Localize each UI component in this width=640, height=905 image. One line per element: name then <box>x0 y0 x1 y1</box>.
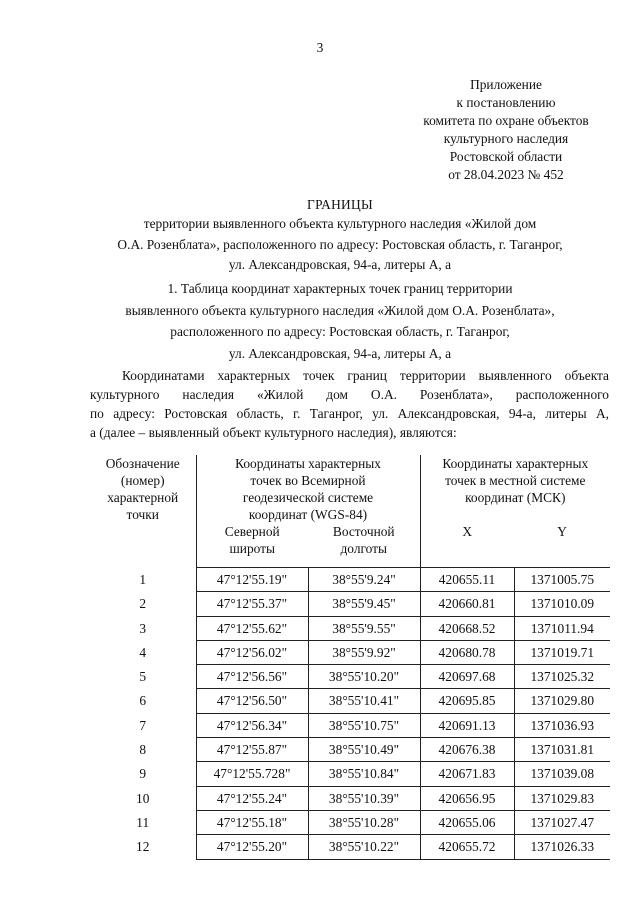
y-cell: 1371029.80 <box>514 689 610 713</box>
header-msk-line: точек в местной системе <box>445 473 586 488</box>
table-row <box>90 810 610 834</box>
table-row <box>90 640 610 664</box>
latitude-cell: 47°12'55.87" <box>196 738 308 762</box>
longitude-cell: 38°55'10.84" <box>308 762 420 786</box>
x-cell: 420676.38 <box>420 738 514 762</box>
header-msk-line: координат (МСК) <box>465 490 566 505</box>
longitude-cell: 38°55'9.55" <box>308 616 420 640</box>
table-row <box>90 762 610 786</box>
subtitle-line: О.А. Розенблата», расположенного по адресу: Ростовская область, г. Таганрог, <box>117 236 563 252</box>
table-title-line: выявленного объекта культурного наследия «Жилой дом О.А. Розенблата», <box>125 302 555 318</box>
y-cell: 1371029.83 <box>514 786 610 810</box>
subtitle-line: ул. Александровская, 94-а, литеры А, а <box>228 257 452 272</box>
point-number: 8 <box>139 742 147 758</box>
y-cell: 1371027.47 <box>514 810 610 834</box>
header-msk-line: Координаты характерных <box>442 456 589 471</box>
header-north-line: широты <box>229 541 276 556</box>
table-title-line: расположенного по адресу: Ростовская область, г. Таганрог, <box>170 324 510 339</box>
appendix-line: Приложение <box>470 77 542 92</box>
latitude-cell: 47°12'56.50" <box>196 689 308 713</box>
page-number: 3 <box>316 40 324 55</box>
longitude-cell: 38°55'10.22" <box>308 835 420 859</box>
appendix-block <box>390 76 622 184</box>
header-x-label: X <box>462 524 473 539</box>
y-cell: 1371010.09 <box>514 592 610 616</box>
point-number: 4 <box>139 644 147 660</box>
header-y <box>514 523 610 568</box>
subtitle-line: территории выявленного объекта культурного наследия «Жилой дом <box>143 216 537 231</box>
table-title-line: ул. Александровская, 94-а, литеры А, а <box>228 345 452 361</box>
latitude-cell: 47°12'55.728" <box>196 762 308 786</box>
point-number: 1 <box>139 572 147 587</box>
point-number: 7 <box>139 717 147 733</box>
table-row <box>90 738 610 762</box>
appendix-line: комитета по охране объектов <box>423 113 589 128</box>
appendix-line: от 28.04.2023 № 452 <box>448 167 564 182</box>
y-cell: 1371039.08 <box>514 762 610 786</box>
y-cell: 1371036.93 <box>514 713 610 737</box>
header-north-latitude <box>196 523 308 568</box>
x-cell: 420671.83 <box>420 762 514 786</box>
longitude-cell: 38°55'10.39" <box>308 786 420 810</box>
table-row <box>90 713 610 737</box>
y-cell: 1371025.32 <box>514 665 610 689</box>
header-wgs-line: координат (WGS-84) <box>248 507 368 522</box>
longitude-cell: 38°55'9.24" <box>308 568 420 592</box>
header-wgs-line: геодезической системе <box>242 490 374 505</box>
x-cell: 420680.78 <box>420 640 514 664</box>
x-cell: 420668.52 <box>420 616 514 640</box>
table-row <box>90 665 610 689</box>
header-y-label: Y <box>557 524 567 539</box>
point-number: 6 <box>139 693 147 709</box>
longitude-cell: 38°55'10.20" <box>308 665 420 689</box>
latitude-cell: 47°12'55.37" <box>196 592 308 616</box>
longitude-cell: 38°55'10.49" <box>308 738 420 762</box>
x-cell: 420695.85 <box>420 689 514 713</box>
header-north-line: Северной <box>224 524 280 539</box>
table-row <box>90 568 610 592</box>
y-cell: 1371026.33 <box>514 835 610 859</box>
y-cell: 1371005.75 <box>514 568 610 592</box>
header-point-line: точки <box>126 507 159 522</box>
coordinates-table-body <box>90 568 610 860</box>
latitude-cell: 47°12'56.56" <box>196 665 308 689</box>
y-cell: 1371019.71 <box>514 640 610 664</box>
paragraph-line: культурного наследия «Жилой дом О.А. Розенблата», расположенного <box>90 387 609 402</box>
header-wgs-line: точек во Всемирной <box>250 473 366 488</box>
longitude-cell: 38°55'9.45" <box>308 592 420 616</box>
header-wgs <box>196 455 420 523</box>
x-cell: 420655.72 <box>420 835 514 859</box>
point-number: 5 <box>139 669 147 685</box>
table-row <box>90 835 610 859</box>
paragraph-line: по адресу: Ростовская область, г. Таганрог, ул. Александровская, 94-а, литеры А, <box>90 406 609 421</box>
table-row <box>90 689 610 713</box>
title-block <box>40 196 640 276</box>
paragraph-line: а (далее – выявленный объект культурного наследия), являются: <box>90 425 457 440</box>
x-cell: 420655.11 <box>420 568 514 592</box>
header-east-line: долготы <box>340 541 388 556</box>
appendix-line: к постановлению <box>456 95 556 110</box>
table-row <box>90 786 610 810</box>
x-cell: 420656.95 <box>420 786 514 810</box>
x-cell: 420697.68 <box>420 665 514 689</box>
header-msk <box>420 455 610 523</box>
point-number: 9 <box>139 766 147 782</box>
document-subtitle <box>40 214 640 276</box>
latitude-cell: 47°12'56.02" <box>196 640 308 664</box>
longitude-cell: 38°55'10.41" <box>308 689 420 713</box>
longitude-cell: 38°55'10.28" <box>308 810 420 834</box>
latitude-cell: 47°12'55.18" <box>196 810 308 834</box>
table-row <box>90 616 610 640</box>
latitude-cell: 47°12'56.34" <box>196 713 308 737</box>
point-number: 3 <box>139 620 147 636</box>
header-wgs-line: Координаты характерных <box>235 456 381 471</box>
paragraph-line: Координатами характерных точек границ территории выявленного объекта <box>122 368 609 383</box>
header-point-line: характерной <box>107 490 179 505</box>
header-x <box>420 523 514 568</box>
header-point <box>90 455 196 568</box>
y-cell: 1371011.94 <box>514 616 610 640</box>
x-cell: 420691.13 <box>420 713 514 737</box>
x-cell: 420660.81 <box>420 592 514 616</box>
appendix-line: Ростовской области <box>449 149 563 164</box>
point-number: 11 <box>136 814 150 830</box>
header-east-longitude <box>308 523 420 568</box>
table-title-line: 1. Таблица координат характерных точек границ территории <box>167 281 513 296</box>
longitude-cell: 38°55'9.92" <box>308 640 420 664</box>
y-cell: 1371031.81 <box>514 738 610 762</box>
appendix-line: культурного наследия <box>443 131 569 146</box>
table-title <box>40 278 640 364</box>
header-point-line: (номер) <box>120 473 165 488</box>
header-east-line: Восточной <box>332 524 395 539</box>
point-number: 2 <box>139 596 147 612</box>
header-point-line: Обозначение <box>105 456 180 471</box>
latitude-cell: 47°12'55.62" <box>196 616 308 640</box>
coordinates-table <box>90 455 610 860</box>
longitude-cell: 38°55'10.75" <box>308 713 420 737</box>
latitude-cell: 47°12'55.24" <box>196 786 308 810</box>
document-title: ГРАНИЦЫ <box>307 197 373 212</box>
x-cell: 420655.06 <box>420 810 514 834</box>
point-number: 10 <box>136 790 150 806</box>
table-row <box>90 592 610 616</box>
latitude-cell: 47°12'55.20" <box>196 835 308 859</box>
latitude-cell: 47°12'55.19" <box>196 568 308 592</box>
intro-paragraph <box>90 366 609 442</box>
point-number: 12 <box>136 839 150 855</box>
